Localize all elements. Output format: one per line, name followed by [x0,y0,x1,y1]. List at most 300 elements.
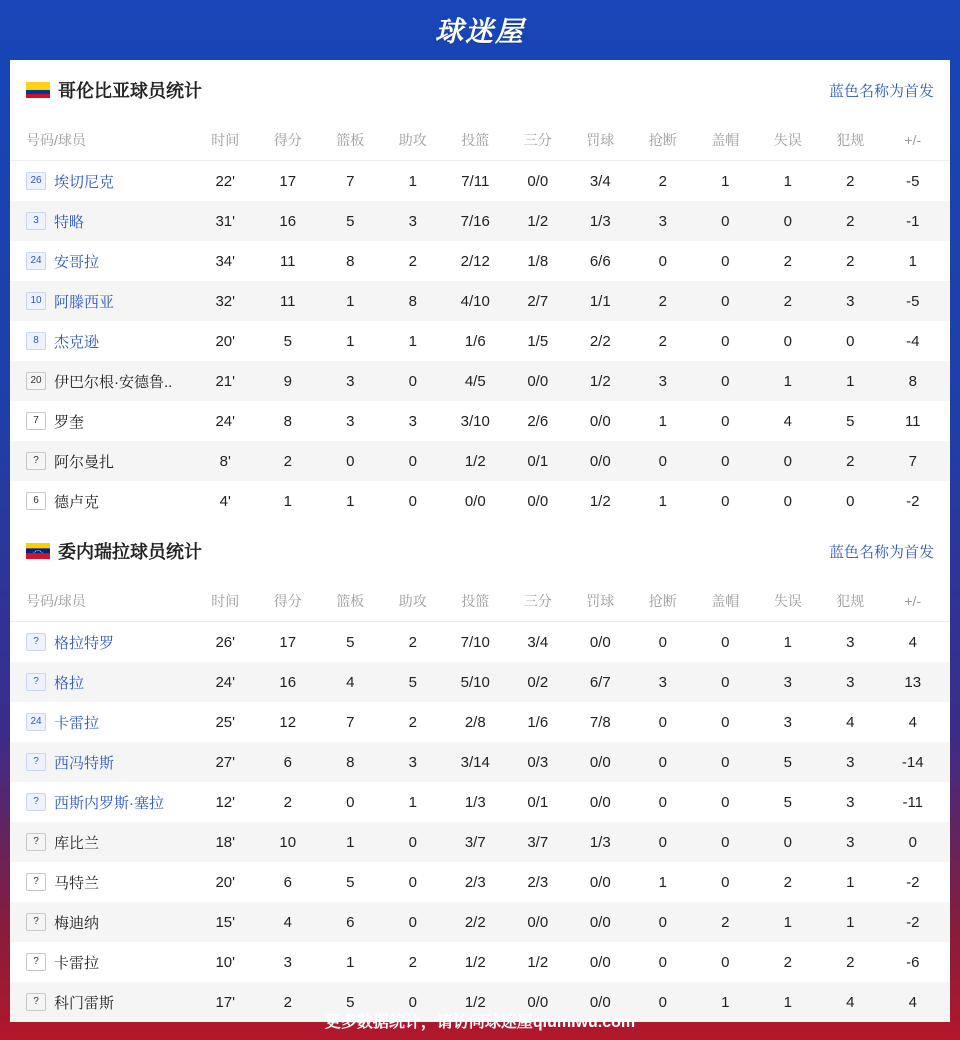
player-cell [10,331,194,352]
stat-cell: 1 [408,332,417,350]
stat-cell: 1 [346,953,355,971]
stat-cell: 0 [658,753,667,771]
player-cell [10,411,194,432]
player-name[interactable]: 卡雷拉 [54,954,100,972]
player-row[interactable] [10,782,950,822]
player-row[interactable] [10,361,950,401]
stat-cell: 8 [908,372,917,390]
column-header: 时间 [211,593,240,609]
player-name[interactable]: 阿滕西亚 [54,293,115,311]
stat-cell: 7 [908,452,917,470]
player-row[interactable] [10,241,950,281]
stat-cell: 2 [846,212,855,230]
column-header: 得分 [273,132,302,148]
stat-cell: 24' [215,673,236,691]
stat-cell: 1 [783,993,792,1011]
stat-cell: 3 [783,713,792,731]
stat-cell: 1 [346,492,355,510]
stat-cell: 2 [658,292,667,310]
stat-cell: 2 [408,713,417,731]
team-stats-title: 委内瑞拉球员统计 [58,542,202,562]
column-header: 罚球 [586,593,615,609]
stat-cell: 3 [846,673,855,691]
stat-cell: 0/0 [589,753,611,771]
player-row[interactable] [10,281,950,321]
stat-cell: 1/2 [527,212,549,230]
player-row[interactable] [10,622,950,662]
jersey-number-badge: ? [26,953,46,971]
jersey-number-badge: ? [26,993,46,1011]
footer-bar [0,1000,960,1040]
stat-cell: 1 [658,873,667,891]
stat-cell: 1/3 [589,833,611,851]
player-name[interactable]: 杰克逊 [54,333,100,351]
player-cell [10,792,194,813]
stat-cell: 0 [783,212,792,230]
stat-cell: 5 [346,993,355,1011]
stat-cell: 0 [408,372,417,390]
stat-cell: 0/0 [589,793,611,811]
stat-cell: 0/0 [589,633,611,651]
stat-cell: 12 [279,713,297,731]
player-row[interactable] [10,942,950,982]
player-row[interactable] [10,321,950,361]
player-name[interactable]: 科门雷斯 [54,994,115,1012]
jersey-number-badge: 3 [26,212,46,230]
stat-cell: 0 [408,452,417,470]
stat-cell: 17' [215,993,236,1011]
stat-cell: 0 [408,492,417,510]
stat-cell: 2 [408,953,417,971]
brand-logo: 球迷屋 [434,16,525,47]
stat-cell: 32' [215,292,236,310]
stat-cell: 0/0 [589,873,611,891]
player-cell [10,832,194,853]
stat-cell: 3/4 [527,633,549,651]
stat-cell: 6 [346,913,355,931]
stat-cell: 1/6 [464,332,486,350]
column-header: 罚球 [586,132,615,148]
stat-cell: 5 [408,673,417,691]
stat-cell: 4/5 [464,372,486,390]
stat-cell: 5 [283,332,292,350]
stat-cell: 0 [658,452,667,470]
stat-cell: 0 [408,913,417,931]
stat-cell: 3/7 [527,833,549,851]
stat-cell: 5 [346,212,355,230]
stat-cell: 3/4 [589,172,611,190]
player-name[interactable]: 格拉特罗 [54,634,115,652]
stat-cell: 0 [846,492,855,510]
stat-cell: 0 [721,673,730,691]
player-name[interactable]: 罗奎 [54,413,85,431]
stat-cell: 25' [215,713,236,731]
player-row[interactable] [10,201,950,241]
colombia-flag-icon [26,82,50,98]
column-header-row [10,581,950,622]
player-name[interactable]: 埃切尼克 [54,173,115,191]
stat-cell: 0 [721,793,730,811]
stat-cell: 8 [346,753,355,771]
player-row[interactable] [10,662,950,702]
stat-cell: 21' [215,372,236,390]
stat-cell: 0/0 [527,172,549,190]
player-row[interactable] [10,441,950,481]
brand-header [0,0,960,60]
stat-cell: 2/2 [589,332,611,350]
stat-cell: 0 [783,492,792,510]
jersey-number-badge: ? [26,452,46,470]
jersey-number-badge: ? [26,673,46,691]
jersey-number-badge: 26 [26,172,46,190]
column-header: 抢断 [648,593,677,609]
jersey-number-badge: 6 [26,492,46,510]
stat-cell: 3 [408,753,417,771]
player-cell [10,491,194,512]
stat-cell: 0/0 [589,913,611,931]
stat-cell: 4 [908,633,917,651]
player-name[interactable]: 格拉 [54,674,85,692]
stat-cell: 1 [783,633,792,651]
stat-cell: 5/10 [460,673,490,691]
stat-cell: 0/0 [464,492,486,510]
player-name[interactable]: 卡雷拉 [54,714,100,732]
stat-cell: 2 [408,252,417,270]
stat-cell: 6 [283,873,292,891]
stat-cell: 3 [846,292,855,310]
player-row[interactable] [10,702,950,742]
stat-cell: 3 [846,633,855,651]
jersey-number-badge: 7 [26,412,46,430]
stat-cell: 1 [346,292,355,310]
jersey-number-badge: ? [26,793,46,811]
stat-cell: 2 [408,633,417,651]
stat-cell: 2 [783,292,792,310]
stat-cell: 1/2 [464,953,486,971]
jersey-number-badge: 20 [26,372,46,390]
column-header: 犯规 [836,593,865,609]
stat-cell: 2 [783,252,792,270]
player-cell [10,251,194,272]
stat-cell: -2 [906,873,920,891]
stat-cell: 3 [346,412,355,430]
stat-cell: 1 [783,172,792,190]
stat-cell: 3 [846,793,855,811]
stat-cell: 0 [721,212,730,230]
jersey-number-badge: 10 [26,292,46,310]
column-header: +/- [904,593,922,609]
stat-cell: 0 [721,873,730,891]
stat-cell: -4 [906,332,920,350]
stat-cell: 0 [658,913,667,931]
player-name[interactable]: 阿尔曼扎 [54,453,115,471]
column-header: 得分 [273,593,302,609]
column-header-row [10,120,950,161]
stat-cell: 0/1 [527,793,549,811]
stat-cell: 4 [846,993,855,1011]
stat-cell: -5 [906,172,920,190]
jersey-number-badge: 8 [26,332,46,350]
stat-cell: 0/0 [527,492,549,510]
stat-cell: 2/6 [527,412,549,430]
stat-cell: 2 [846,953,855,971]
stat-cell: 2 [658,332,667,350]
stat-cell: 1 [721,993,730,1011]
column-header: 篮板 [336,132,365,148]
stat-cell: 0 [721,713,730,731]
column-header: 号码/球员 [26,132,86,148]
stat-cell: 2/7 [527,292,549,310]
team-title [26,77,202,103]
player-cell [10,371,194,392]
stat-cell: 13 [904,673,922,691]
player-name[interactable]: 伊巴尔根·安德鲁.. [54,373,173,391]
stat-cell: 1/2 [589,372,611,390]
stat-cell: 12' [215,793,236,811]
stat-cell: 7/16 [460,212,490,230]
stat-cell: -6 [906,953,920,971]
player-name[interactable]: 西冯特斯 [54,754,115,772]
stat-cell: 5 [846,412,855,430]
player-cell [10,912,194,933]
column-header: 号码/球员 [26,593,86,609]
stat-cell: 0 [783,833,792,851]
player-row[interactable] [10,481,950,521]
column-header: 助攻 [398,593,427,609]
stat-cell: 0 [721,332,730,350]
stat-cell: 4 [346,673,355,691]
stat-cell: 1 [408,172,417,190]
stat-cell: 20' [215,873,236,891]
stat-cell: 4 [846,713,855,731]
starter-legend-note: 蓝色名称为首发 [828,543,934,561]
stat-cell: 0/0 [589,452,611,470]
jersey-number-badge: ? [26,833,46,851]
stat-cell: 0/0 [589,993,611,1011]
stat-cell: 5 [346,633,355,651]
player-name[interactable]: 安哥拉 [54,253,100,271]
stat-cell: 3 [283,953,292,971]
stat-cell: 0 [408,993,417,1011]
stat-cell: 5 [346,873,355,891]
stat-cell: 0 [408,873,417,891]
player-cell [10,952,194,973]
player-row[interactable] [10,161,950,201]
stat-cell: 2 [783,953,792,971]
stat-cell: 2 [846,452,855,470]
player-name[interactable]: 库比兰 [54,834,100,852]
footer-link-text[interactable]: 更多数据统计，请访问球迷屋qiumiwu.com [324,1013,636,1031]
stat-cell: 0 [408,833,417,851]
stat-cell: 3 [408,412,417,430]
stat-cell: 1 [846,913,855,931]
stat-cell: 0 [721,633,730,651]
stat-cell: 0 [783,452,792,470]
team-sections [10,60,950,1022]
stat-cell: 1/2 [464,452,486,470]
stat-cell: 3 [658,673,667,691]
stat-cell: 1 [721,172,730,190]
stat-cell: 2/8 [464,713,486,731]
stat-cell: 1 [846,372,855,390]
player-name[interactable]: 特略 [54,213,85,231]
player-cell [10,451,194,472]
stat-cell: 0 [658,713,667,731]
stat-cell: 3 [846,833,855,851]
stat-cell: 7/8 [589,713,611,731]
stat-cell: 0 [658,953,667,971]
stat-cell: 1 [658,492,667,510]
column-header: +/- [904,132,922,148]
stat-cell: 0 [658,633,667,651]
stat-cell: 2 [658,172,667,190]
stat-cell: 27' [215,753,236,771]
section-header [10,60,950,120]
stat-cell: 0 [783,332,792,350]
stat-cell: 0/0 [527,913,549,931]
stat-cell: 24' [215,412,236,430]
player-name[interactable]: 西斯内罗斯·塞拉 [54,794,164,812]
venezuela-flag-icon [26,543,50,559]
stat-cell: 11 [279,292,296,310]
player-row[interactable] [10,902,950,942]
jersey-number-badge: ? [26,753,46,771]
stat-cell: 2/2 [464,913,486,931]
stat-cell: 16 [279,212,297,230]
jersey-number-badge: ? [26,873,46,891]
stat-cell: -5 [906,292,920,310]
stat-cell: 11 [279,252,296,270]
player-name[interactable]: 马特兰 [54,874,100,892]
column-header: 投篮 [461,593,490,609]
stat-cell: 0 [346,793,355,811]
stat-cell: 2 [846,172,855,190]
stat-cell: 17 [279,172,297,190]
player-row[interactable] [10,862,950,902]
stat-cell: 1/1 [589,292,611,310]
stat-cell: -1 [906,212,920,230]
stat-cell: 2 [283,793,292,811]
stat-cell: 1/6 [527,713,549,731]
stat-cell: 0 [721,292,730,310]
stat-cell: 4 [283,913,292,931]
player-cell [10,291,194,312]
stat-cell: 2/12 [460,252,490,270]
stat-cell: 6/6 [589,252,611,270]
player-cell [10,672,194,693]
stat-cell: 1/5 [527,332,549,350]
column-header: 犯规 [836,132,865,148]
stat-cell: 2 [721,913,730,931]
jersey-number-badge: 24 [26,713,46,731]
stat-cell: 0 [721,953,730,971]
column-header: 失误 [773,132,802,148]
jersey-number-badge: ? [26,913,46,931]
stat-cell: 3 [346,372,355,390]
stat-cell: 0/2 [527,673,549,691]
stat-cell: 3 [408,212,417,230]
stat-cell: 31' [215,212,236,230]
column-header: 三分 [523,593,552,609]
section-header [10,521,950,581]
stat-cell: 6/7 [589,673,611,691]
stat-cell: 0 [908,833,917,851]
column-header: 盖帽 [711,593,740,609]
column-header: 投篮 [461,132,490,148]
player-row[interactable] [10,742,950,782]
stat-cell: 0/0 [589,953,611,971]
column-header: 失误 [773,593,802,609]
player-row[interactable] [10,822,950,862]
stat-cell: 1 [408,793,417,811]
stat-cell: 1/3 [464,793,486,811]
stat-cell: 15' [215,913,236,931]
stat-cell: 5 [783,793,792,811]
stat-cell: 7/11 [461,172,490,190]
stat-cell: 2 [283,452,292,470]
starter-legend-note: 蓝色名称为首发 [828,82,934,100]
stat-cell: 0/3 [527,753,549,771]
team-section [10,60,950,521]
stat-cell: 17 [279,633,297,651]
stat-cell: -2 [906,492,920,510]
stat-cell: 1 [346,332,355,350]
stat-cell: -11 [902,793,924,811]
stat-cell: 18' [215,833,236,851]
stat-cell: 0/1 [527,452,549,470]
stat-cell: 4 [783,412,792,430]
stat-cell: 8' [219,452,231,470]
stat-cell: 1 [783,913,792,931]
stat-cell: 4' [219,492,231,510]
stat-cell: 3 [658,372,667,390]
stat-cell: 7/10 [460,633,490,651]
stat-cell: 1/8 [527,252,549,270]
stat-cell: 8 [283,412,292,430]
stat-cell: 20' [215,332,236,350]
column-header: 盖帽 [711,132,740,148]
stat-cell: 10 [279,833,297,851]
stat-cell: 0 [721,452,730,470]
stat-cell: 10' [215,953,236,971]
stat-cell: 0 [846,332,855,350]
player-cell [10,872,194,893]
stat-cell: 8 [346,252,355,270]
stat-cell: 2 [846,252,855,270]
player-cell [10,171,194,192]
stat-cell: 0 [658,252,667,270]
stat-cell: 4 [908,993,917,1011]
stat-cell: 3/14 [460,753,490,771]
player-cell [10,712,194,733]
stat-cell: -2 [906,913,920,931]
stat-cell: 34' [215,252,236,270]
player-row[interactable] [10,401,950,441]
stat-cell: 1 [783,372,792,390]
stat-cell: 1/2 [589,492,611,510]
player-name[interactable]: 梅迪纳 [54,914,100,932]
stat-cell: 2/3 [464,873,486,891]
stat-cell: 6 [283,753,292,771]
stat-cell: 2 [783,873,792,891]
stat-cell: 7 [346,713,355,731]
stat-cell: 3 [846,753,855,771]
stat-cell: 0 [721,252,730,270]
player-name[interactable]: 德卢克 [54,493,100,511]
stat-cell: 8 [408,292,417,310]
stat-cell: 0 [346,452,355,470]
player-cell [10,211,194,232]
